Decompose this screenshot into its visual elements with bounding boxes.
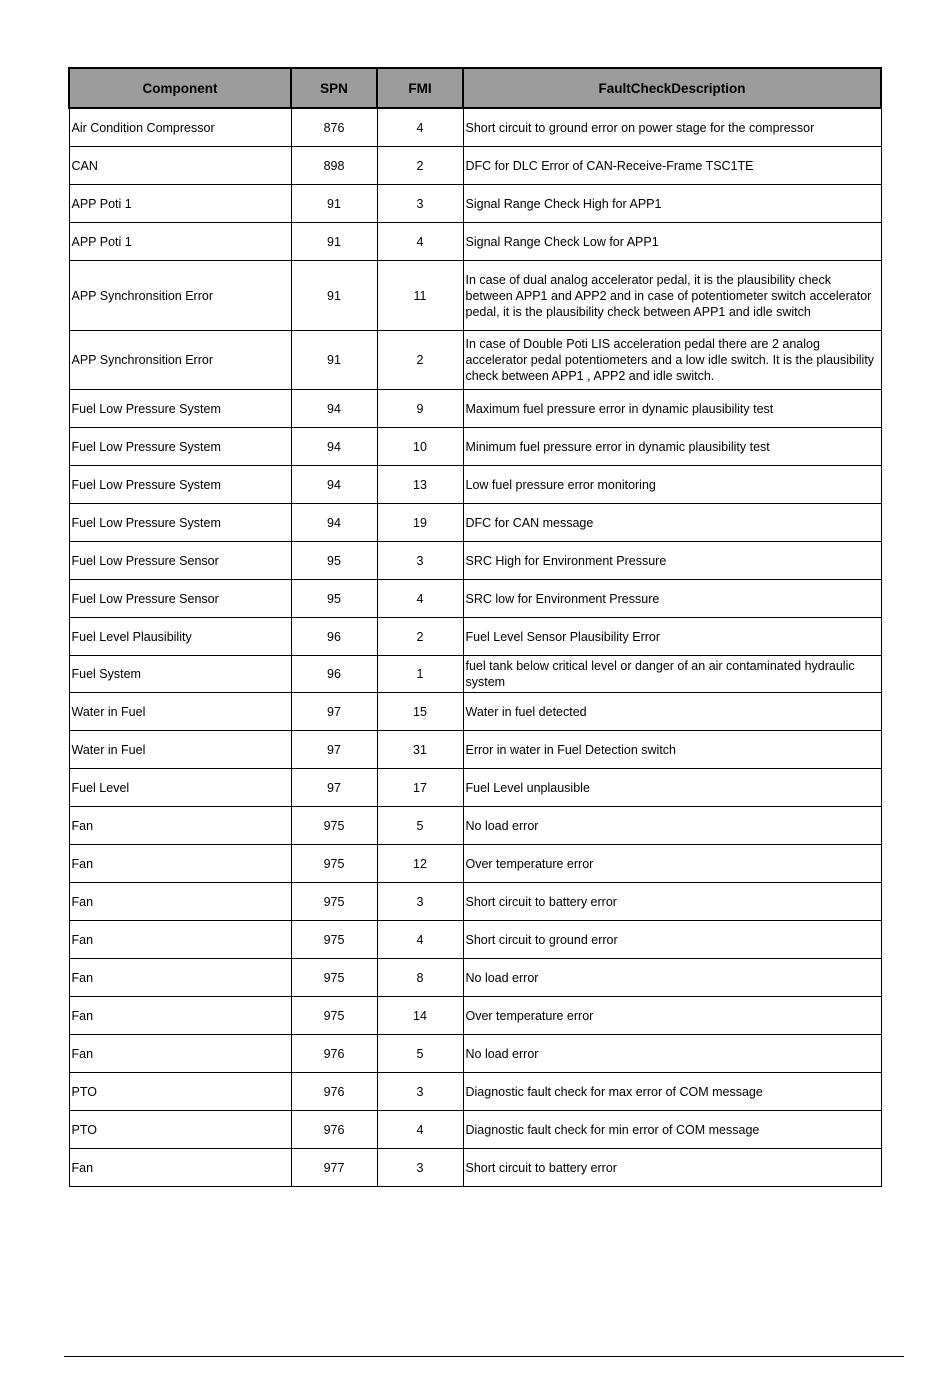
cell-fmi: 14 xyxy=(377,997,463,1035)
cell-description: DFC for DLC Error of CAN-Receive-Frame TSC1TE xyxy=(463,147,881,185)
cell-spn: 975 xyxy=(291,807,377,845)
cell-spn: 94 xyxy=(291,504,377,542)
cell-component: Fuel System xyxy=(69,656,291,693)
cell-description: In case of dual analog accelerator pedal, it is the plausibility check between APP1 and APP2 and in case of potentiometer switch accelerator pedal, it is the plausibility check between APP1 and idle switch xyxy=(463,261,881,331)
cell-fmi: 15 xyxy=(377,693,463,731)
cell-component: Fuel Level Plausibility xyxy=(69,618,291,656)
cell-fmi: 4 xyxy=(377,921,463,959)
cell-description: DFC for CAN message xyxy=(463,504,881,542)
cell-description: No load error xyxy=(463,959,881,997)
cell-fmi: 19 xyxy=(377,504,463,542)
cell-fmi: 8 xyxy=(377,959,463,997)
cell-fmi: 5 xyxy=(377,1035,463,1073)
cell-description: Diagnostic fault check for max error of COM message xyxy=(463,1073,881,1111)
cell-description: Fuel Level Sensor Plausibility Error xyxy=(463,618,881,656)
cell-spn: 95 xyxy=(291,542,377,580)
cell-description: In case of Double Poti LIS acceleration pedal there are 2 analog accelerator pedal potentiometers and a low idle switch. It is the plausibility check between APP1 , APP2 and idle switch. xyxy=(463,331,881,390)
cell-spn: 95 xyxy=(291,580,377,618)
cell-spn: 91 xyxy=(291,223,377,261)
cell-description: Minimum fuel pressure error in dynamic plausibility test xyxy=(463,428,881,466)
table-row xyxy=(69,618,881,656)
table-row xyxy=(69,1111,881,1149)
cell-spn: 976 xyxy=(291,1111,377,1149)
cell-component: Fan xyxy=(69,845,291,883)
cell-fmi: 10 xyxy=(377,428,463,466)
cell-component: Fuel Low Pressure Sensor xyxy=(69,580,291,618)
cell-spn: 96 xyxy=(291,656,377,693)
cell-spn: 976 xyxy=(291,1073,377,1111)
cell-component: Fuel Low Pressure System xyxy=(69,390,291,428)
table-row xyxy=(69,921,881,959)
cell-fmi: 4 xyxy=(377,580,463,618)
cell-fmi: 3 xyxy=(377,883,463,921)
cell-fmi: 3 xyxy=(377,1149,463,1187)
cell-fmi: 2 xyxy=(377,618,463,656)
cell-component: PTO xyxy=(69,1111,291,1149)
cell-component: CAN xyxy=(69,147,291,185)
table-header-row xyxy=(69,68,881,108)
cell-fmi: 13 xyxy=(377,466,463,504)
cell-spn: 876 xyxy=(291,108,377,147)
fault-code-table xyxy=(68,67,882,1187)
header-description: FaultCheckDescription xyxy=(463,68,881,108)
cell-fmi: 1 xyxy=(377,656,463,693)
cell-fmi: 3 xyxy=(377,1073,463,1111)
table-row xyxy=(69,108,881,147)
table-row xyxy=(69,693,881,731)
table-row xyxy=(69,1073,881,1111)
cell-component: APP Synchronsition Error xyxy=(69,261,291,331)
cell-component: Fan xyxy=(69,1035,291,1073)
cell-spn: 975 xyxy=(291,959,377,997)
table-row xyxy=(69,428,881,466)
cell-description: Over temperature error xyxy=(463,845,881,883)
table-row xyxy=(69,331,881,390)
table-row xyxy=(69,1035,881,1073)
cell-component: Fan xyxy=(69,959,291,997)
cell-description: Low fuel pressure error monitoring xyxy=(463,466,881,504)
cell-fmi: 4 xyxy=(377,223,463,261)
cell-fmi: 11 xyxy=(377,261,463,331)
cell-fmi: 2 xyxy=(377,147,463,185)
cell-description: Signal Range Check Low for APP1 xyxy=(463,223,881,261)
cell-component: PTO xyxy=(69,1073,291,1111)
header-spn: SPN xyxy=(291,68,377,108)
header-fmi: FMI xyxy=(377,68,463,108)
cell-fmi: 4 xyxy=(377,1111,463,1149)
cell-fmi: 3 xyxy=(377,185,463,223)
cell-component: Fan xyxy=(69,921,291,959)
cell-spn: 94 xyxy=(291,390,377,428)
cell-fmi: 17 xyxy=(377,769,463,807)
cell-description: fuel tank below critical level or danger of an air contaminated hydraulic system xyxy=(463,656,881,693)
cell-component: Fuel Low Pressure System xyxy=(69,504,291,542)
table-row xyxy=(69,466,881,504)
table-row xyxy=(69,390,881,428)
cell-spn: 91 xyxy=(291,185,377,223)
table-row xyxy=(69,959,881,997)
cell-description: SRC low for Environment Pressure xyxy=(463,580,881,618)
table-row xyxy=(69,807,881,845)
table-row xyxy=(69,1149,881,1187)
cell-spn: 975 xyxy=(291,845,377,883)
cell-description: Short circuit to ground error xyxy=(463,921,881,959)
cell-component: APP Poti 1 xyxy=(69,185,291,223)
table-row xyxy=(69,656,881,693)
table-row xyxy=(69,185,881,223)
cell-description: Signal Range Check High for APP1 xyxy=(463,185,881,223)
cell-component: Fuel Low Pressure System xyxy=(69,428,291,466)
cell-spn: 97 xyxy=(291,731,377,769)
cell-spn: 97 xyxy=(291,769,377,807)
cell-component: Air Condition Compressor xyxy=(69,108,291,147)
cell-description: No load error xyxy=(463,807,881,845)
cell-spn: 96 xyxy=(291,618,377,656)
table-row xyxy=(69,997,881,1035)
cell-component: Fuel Low Pressure Sensor xyxy=(69,542,291,580)
cell-fmi: 31 xyxy=(377,731,463,769)
cell-component: APP Synchronsition Error xyxy=(69,331,291,390)
table-row xyxy=(69,580,881,618)
cell-fmi: 2 xyxy=(377,331,463,390)
table-row xyxy=(69,147,881,185)
cell-description: Short circuit to battery error xyxy=(463,883,881,921)
cell-spn: 97 xyxy=(291,693,377,731)
cell-component: Fuel Low Pressure System xyxy=(69,466,291,504)
table-row xyxy=(69,261,881,331)
cell-fmi: 3 xyxy=(377,542,463,580)
cell-description: Diagnostic fault check for min error of COM message xyxy=(463,1111,881,1149)
cell-description: Short circuit to battery error xyxy=(463,1149,881,1187)
cell-spn: 898 xyxy=(291,147,377,185)
footer-divider xyxy=(64,1356,904,1357)
header-component: Component xyxy=(69,68,291,108)
cell-component: Fan xyxy=(69,883,291,921)
cell-fmi: 5 xyxy=(377,807,463,845)
cell-spn: 975 xyxy=(291,921,377,959)
cell-component: Fan xyxy=(69,1149,291,1187)
cell-spn: 975 xyxy=(291,997,377,1035)
cell-description: Short circuit to ground error on power stage for the compressor xyxy=(463,108,881,147)
cell-description: Over temperature error xyxy=(463,997,881,1035)
cell-description: No load error xyxy=(463,1035,881,1073)
cell-description: Maximum fuel pressure error in dynamic plausibility test xyxy=(463,390,881,428)
cell-spn: 91 xyxy=(291,261,377,331)
cell-component: Fan xyxy=(69,807,291,845)
cell-component: APP Poti 1 xyxy=(69,223,291,261)
cell-component: Fuel Level xyxy=(69,769,291,807)
table-row xyxy=(69,542,881,580)
cell-description: Error in water in Fuel Detection switch xyxy=(463,731,881,769)
table-row xyxy=(69,223,881,261)
table-row xyxy=(69,504,881,542)
table-row xyxy=(69,731,881,769)
cell-fmi: 4 xyxy=(377,108,463,147)
cell-component: Water in Fuel xyxy=(69,731,291,769)
table-row xyxy=(69,769,881,807)
cell-description: Water in fuel detected xyxy=(463,693,881,731)
cell-spn: 94 xyxy=(291,466,377,504)
cell-description: SRC High for Environment Pressure xyxy=(463,542,881,580)
table-row xyxy=(69,883,881,921)
cell-component: Water in Fuel xyxy=(69,693,291,731)
cell-spn: 91 xyxy=(291,331,377,390)
cell-spn: 976 xyxy=(291,1035,377,1073)
cell-description: Fuel Level unplausible xyxy=(463,769,881,807)
cell-component: Fan xyxy=(69,997,291,1035)
cell-spn: 94 xyxy=(291,428,377,466)
cell-spn: 977 xyxy=(291,1149,377,1187)
cell-fmi: 9 xyxy=(377,390,463,428)
table-row xyxy=(69,845,881,883)
cell-spn: 975 xyxy=(291,883,377,921)
cell-fmi: 12 xyxy=(377,845,463,883)
